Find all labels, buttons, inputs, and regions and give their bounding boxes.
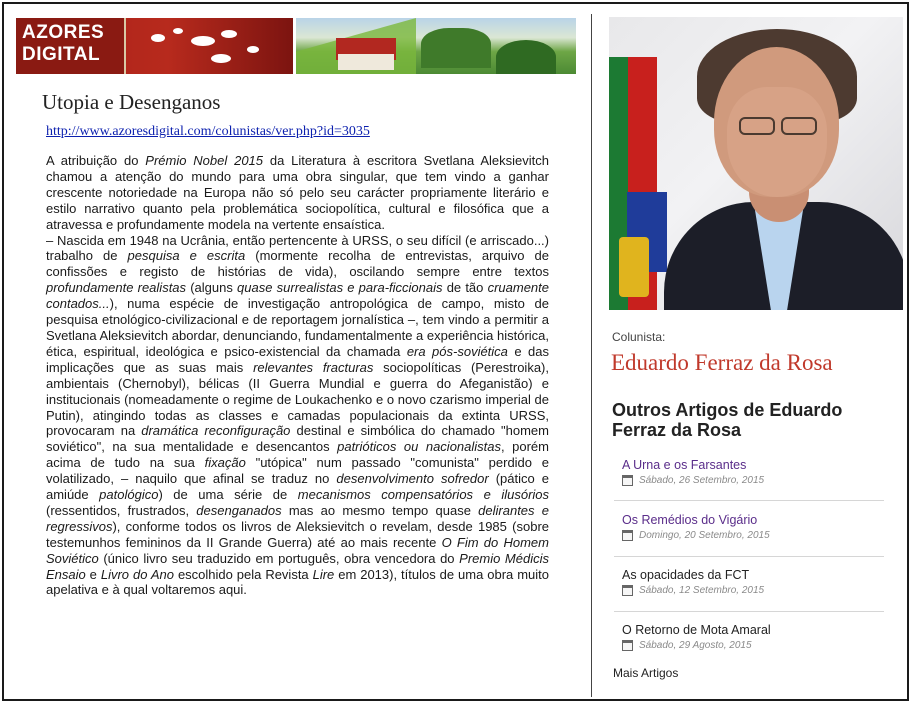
other-article-item[interactable] [614, 458, 884, 486]
article-paragraph-1: A atribuição do Prémio Nobel 2015 da Literatura à escritora Svetlana Aleksievitch chamou a atenção do mundo para uma obra singular, que tem vindo a ganhar crescente notoriedade na Europa não só pelo seu carácter propriamente literário e estilo narrativo quanto pela problemática sociopolítica, cultural e filosófica que a atravessa e profundamente modela na vertente ensaística. [46, 153, 549, 232]
other-article-link[interactable]: A Urna e os Farsantes [622, 458, 747, 472]
other-article-link[interactable]: O Retorno de Mota Amaral [622, 623, 771, 637]
other-article-link[interactable]: Os Remédios do Vigário [622, 513, 758, 527]
logo-line-2: DIGITAL [22, 44, 101, 65]
columnist-name[interactable]: Eduardo Ferraz da Rosa [611, 350, 833, 375]
logo-line-1: AZORES [22, 22, 105, 43]
other-article-date-text: Sábado, 12 Setembro, 2015 [639, 585, 765, 597]
item-separator [614, 556, 884, 557]
article-paragraph-2: – Nascida em 1948 na Ucrânia, então pertencente à URSS, o seu difícil (e arriscado...) trabalho de pesquisa e escrita (mormente recolha de entrevistas, arquivo de confissões e registo de histórias de vida), oscilando sempre entre textos profundamente realistas (alguns quase surrealistas e para-ficcionais de tão cruamente contados...), numa espécie de investigação antropológica de campo, misto de pesquisa etnológico-civilizacional e de reportagem jornalística –, tem vindo a permitir a Svetlana Aleksievitch abordar, denunciando, fundamentalmente a experiência histórica, ética, espiritual, ideológica e psico-existencial da chamada era pós-soviética e das implicações que as suas mais relevantes fracturas sociopolíticas (Perestroika), ambientais (Chernobyl), bélicas (II Guerra Mundial e guerra do Afeganistão) e institucionais (nomeadamente o regime de Loukachenko e o novo czarismo imperial de Putin), atingindo todas as classes e camadas populacionais da extinta URSS, provocaram na dramática reconfiguração destinal e simbólica do chamado "homem soviético", na sua mentalidade e desencantos patrióticos ou nacionalistas, porém acima de tudo na sua fixação "utópica" num passado "comunista" perdido e volatilizado, – naquilo que afinal se traduz no desenvolvimento sofredor (pático e amiúde patológico) de uma série de mecanismos compensatórios e ilusórios (ressentidos, frustrados, desenganados mas ao mesmo tempo quase delirantes e regressivos), conforme todos os livros de Aleksievitch o revelam, desde 1985 (sobre testemunhos femininos da II Grande Guerra) até ao mais recente O Fim do Homem Soviético (único livro seu traduzido em português, obra vencedora do Premio Médicis Ensaio e Livro do Ano escolhido pela Revista Lire em 2013), títulos de uma obra muito apelativa e à qual voltaremos aqui. [46, 232, 550, 598]
columnist-portrait-photo [609, 17, 903, 310]
banner-landscape-photo [296, 18, 576, 74]
article-body [46, 153, 549, 598]
other-article-date-text: Domingo, 20 Setembro, 2015 [639, 530, 770, 542]
other-article-item[interactable] [614, 513, 884, 541]
other-article-date-text: Sábado, 29 Agosto, 2015 [639, 640, 752, 652]
article-url-link[interactable]: http://www.azoresdigital.com/colunistas/ver.php?id=3035 [46, 124, 370, 139]
item-separator [614, 500, 884, 501]
other-article-date-text: Sábado, 26 Setembro, 2015 [639, 475, 765, 487]
glasses-icon [735, 117, 819, 137]
other-article-date [622, 640, 884, 651]
column-divider [591, 14, 592, 697]
other-article-item[interactable] [614, 623, 884, 651]
item-separator [614, 611, 884, 612]
other-article-date [622, 475, 884, 486]
other-articles-heading: Outros Artigos de Eduardo Ferraz da Rosa [612, 400, 843, 440]
site-logo[interactable] [16, 18, 126, 74]
calendar-icon [622, 585, 633, 596]
other-article-date [622, 585, 884, 596]
other-article-link[interactable]: As opacidades da FCT [622, 568, 750, 582]
article-title: Utopia e Desenganos [42, 90, 221, 114]
banner-red-panel [16, 18, 293, 74]
more-articles-link[interactable]: Mais Artigos [613, 666, 679, 680]
other-article-item[interactable] [614, 568, 884, 596]
site-banner[interactable] [16, 18, 576, 74]
calendar-icon [622, 475, 633, 486]
calendar-icon [622, 530, 633, 541]
columnist-label: Colunista: [612, 330, 666, 344]
calendar-icon [622, 640, 633, 651]
other-article-date [622, 530, 884, 541]
